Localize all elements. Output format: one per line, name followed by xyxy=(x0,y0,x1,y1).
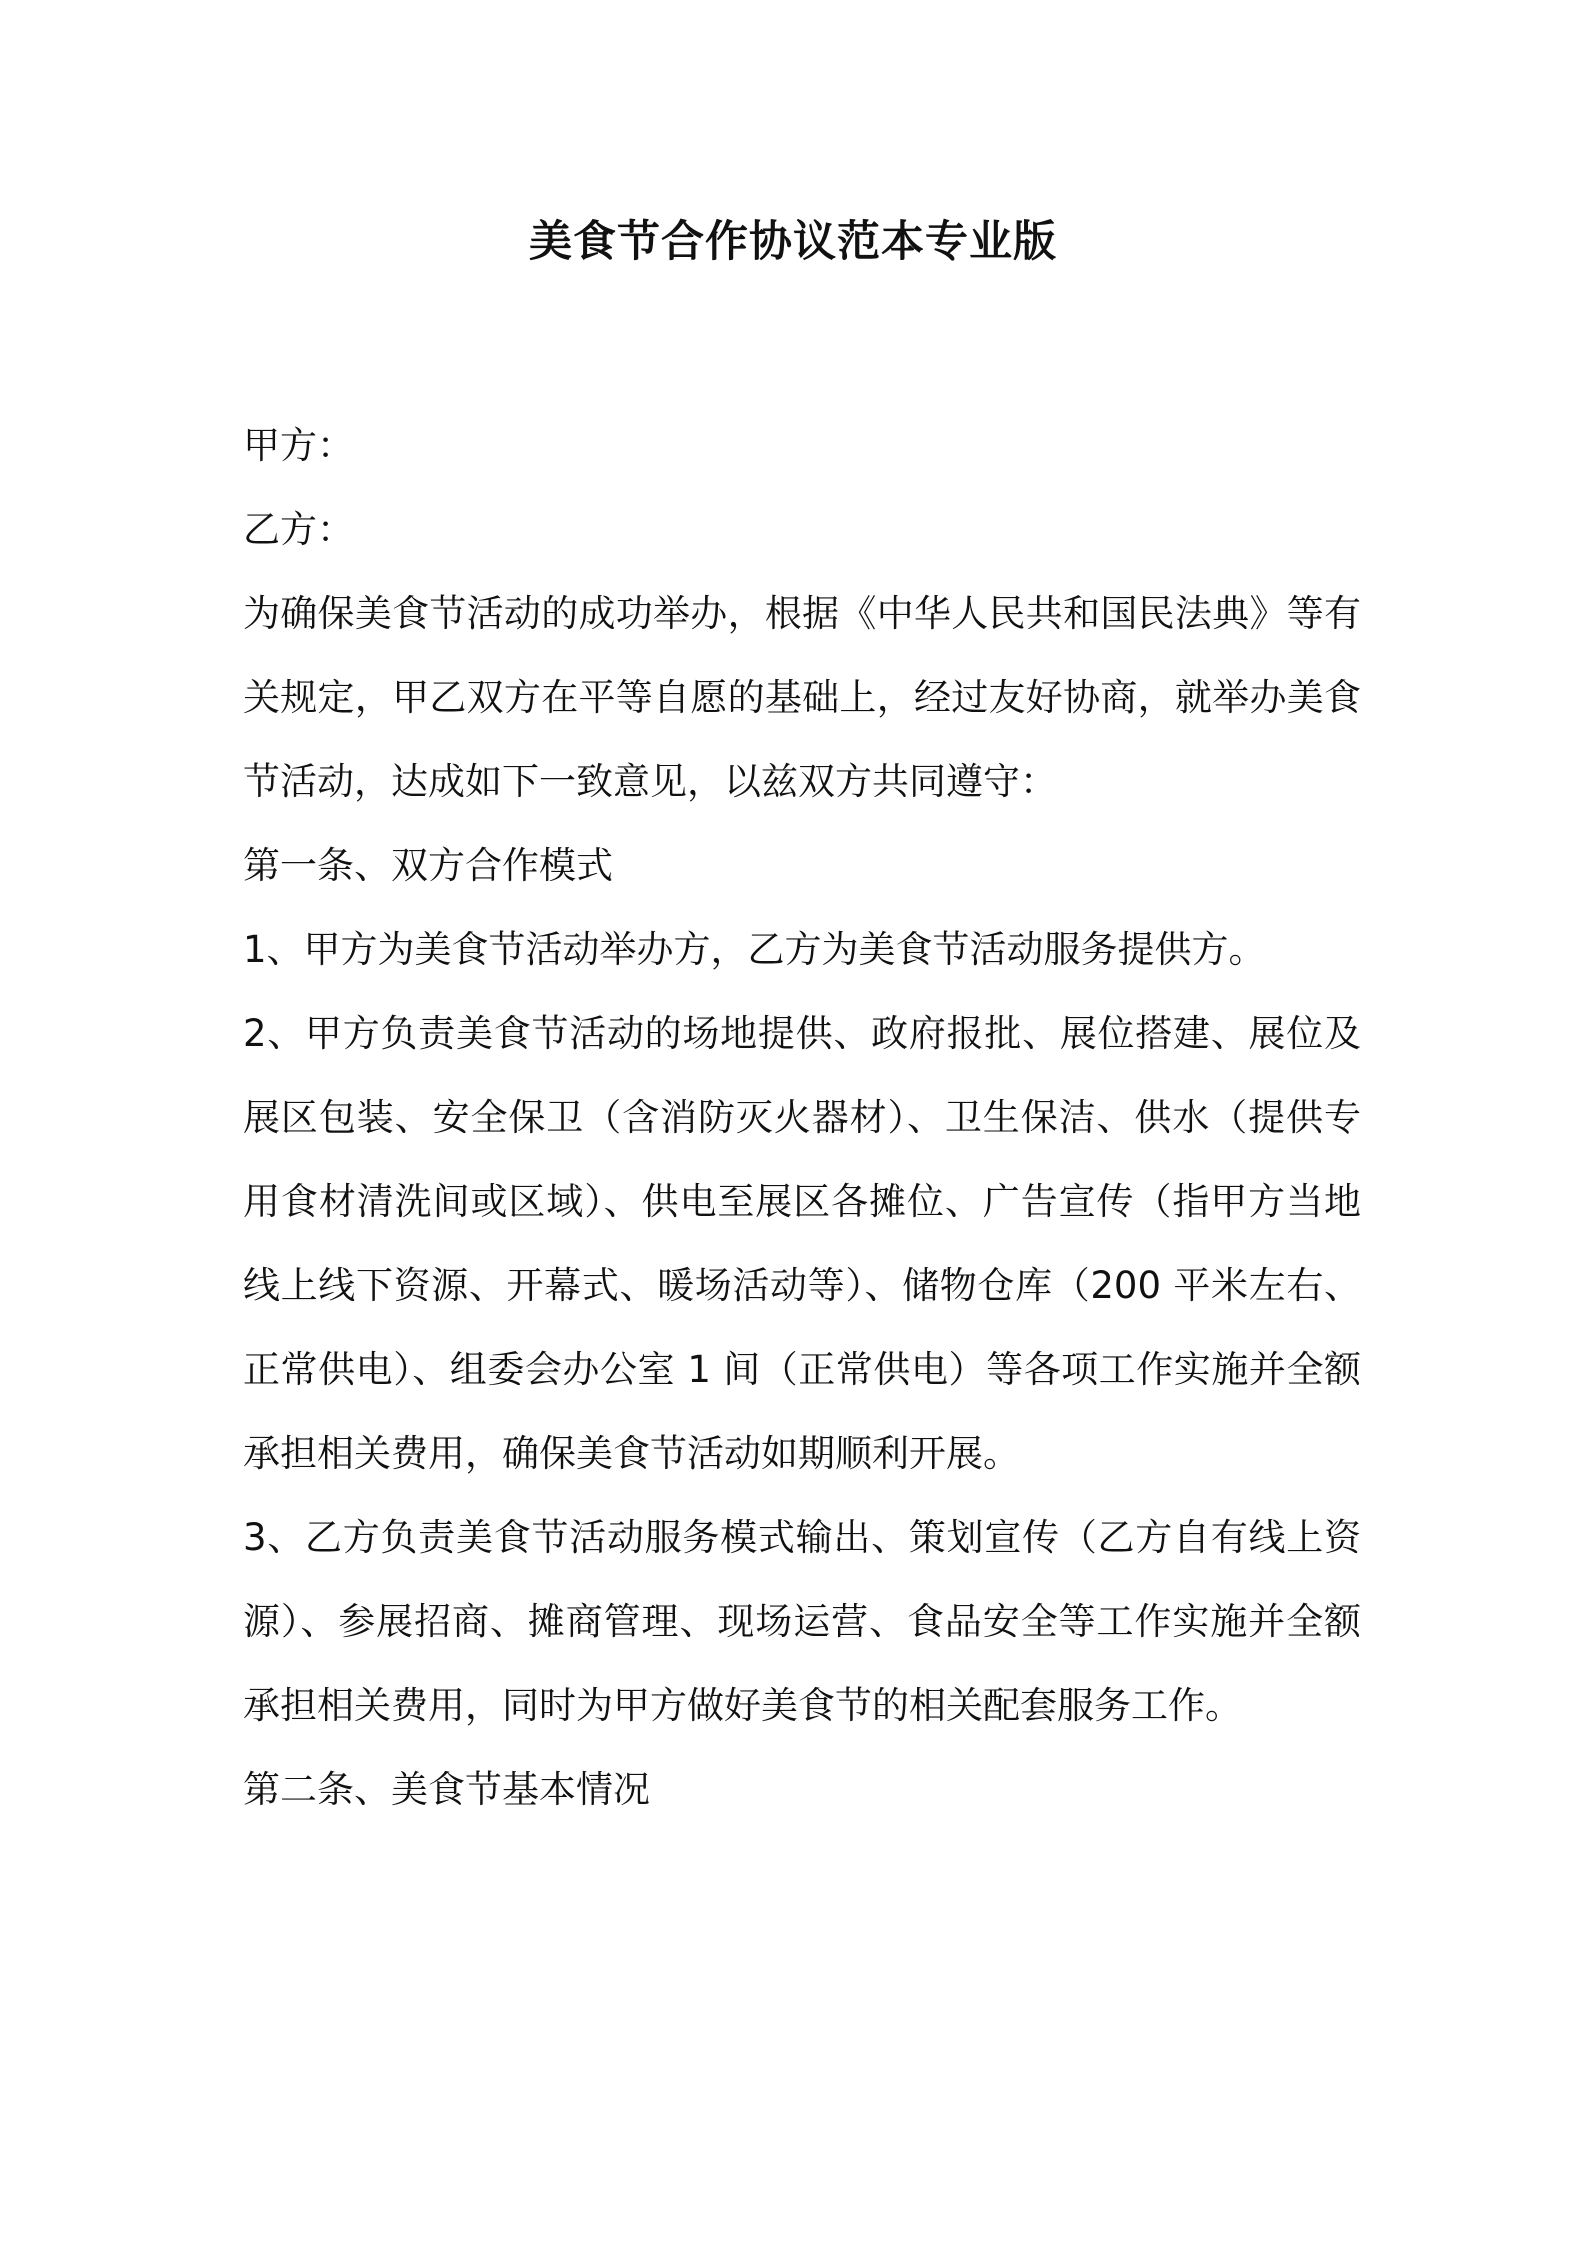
document-title: 美食节合作协议范本专业版 xyxy=(529,217,1057,267)
article-1-clause-1: 1、甲方为美食节活动举办方，乙方为美食节活动服务提供方。 xyxy=(243,928,1266,971)
preamble-paragraph: 为确保美食节活动的成功举办，根据《中华人民共和国民法典》等有关规定，甲乙双方在平等自愿的基础上，经过友好协商，就举办美食节活动，达成如下一致意见，以兹双方共同遵守： xyxy=(243,592,1361,803)
article-2-heading: 第二条、美食节基本情况 xyxy=(243,1768,650,1811)
document-body xyxy=(243,404,1361,1832)
party-a-line: 甲方： xyxy=(243,424,354,467)
article-1-clause-2: 2、甲方负责美食节活动的场地提供、政府报批、展位搭建、展位及展区包装、安全保卫（含消防灭火器材）、卫生保洁、供水（提供专用食材清洗间或区域）、供电至展区各摊位、广告宣传（指甲方当地线上线下资源、开幕式、暖场活动等）、储物仓库（200 平米左右、正常供电）、组委会办公室 1 间（正常供电）等各项工作实施并全额承担相关费用，确保美食节活动如期顺利开展。 xyxy=(243,1012,1361,1475)
party-b-line: 乙方： xyxy=(243,508,354,551)
article-1-heading: 第一条、双方合作模式 xyxy=(243,844,613,887)
article-1-clause-3: 3、乙方负责美食节活动服务模式输出、策划宣传（乙方自有线上资源）、参展招商、摊商管理、现场运营、食品安全等工作实施并全额承担相关费用，同时为甲方做好美食节的相关配套服务工作。 xyxy=(243,1516,1361,1727)
